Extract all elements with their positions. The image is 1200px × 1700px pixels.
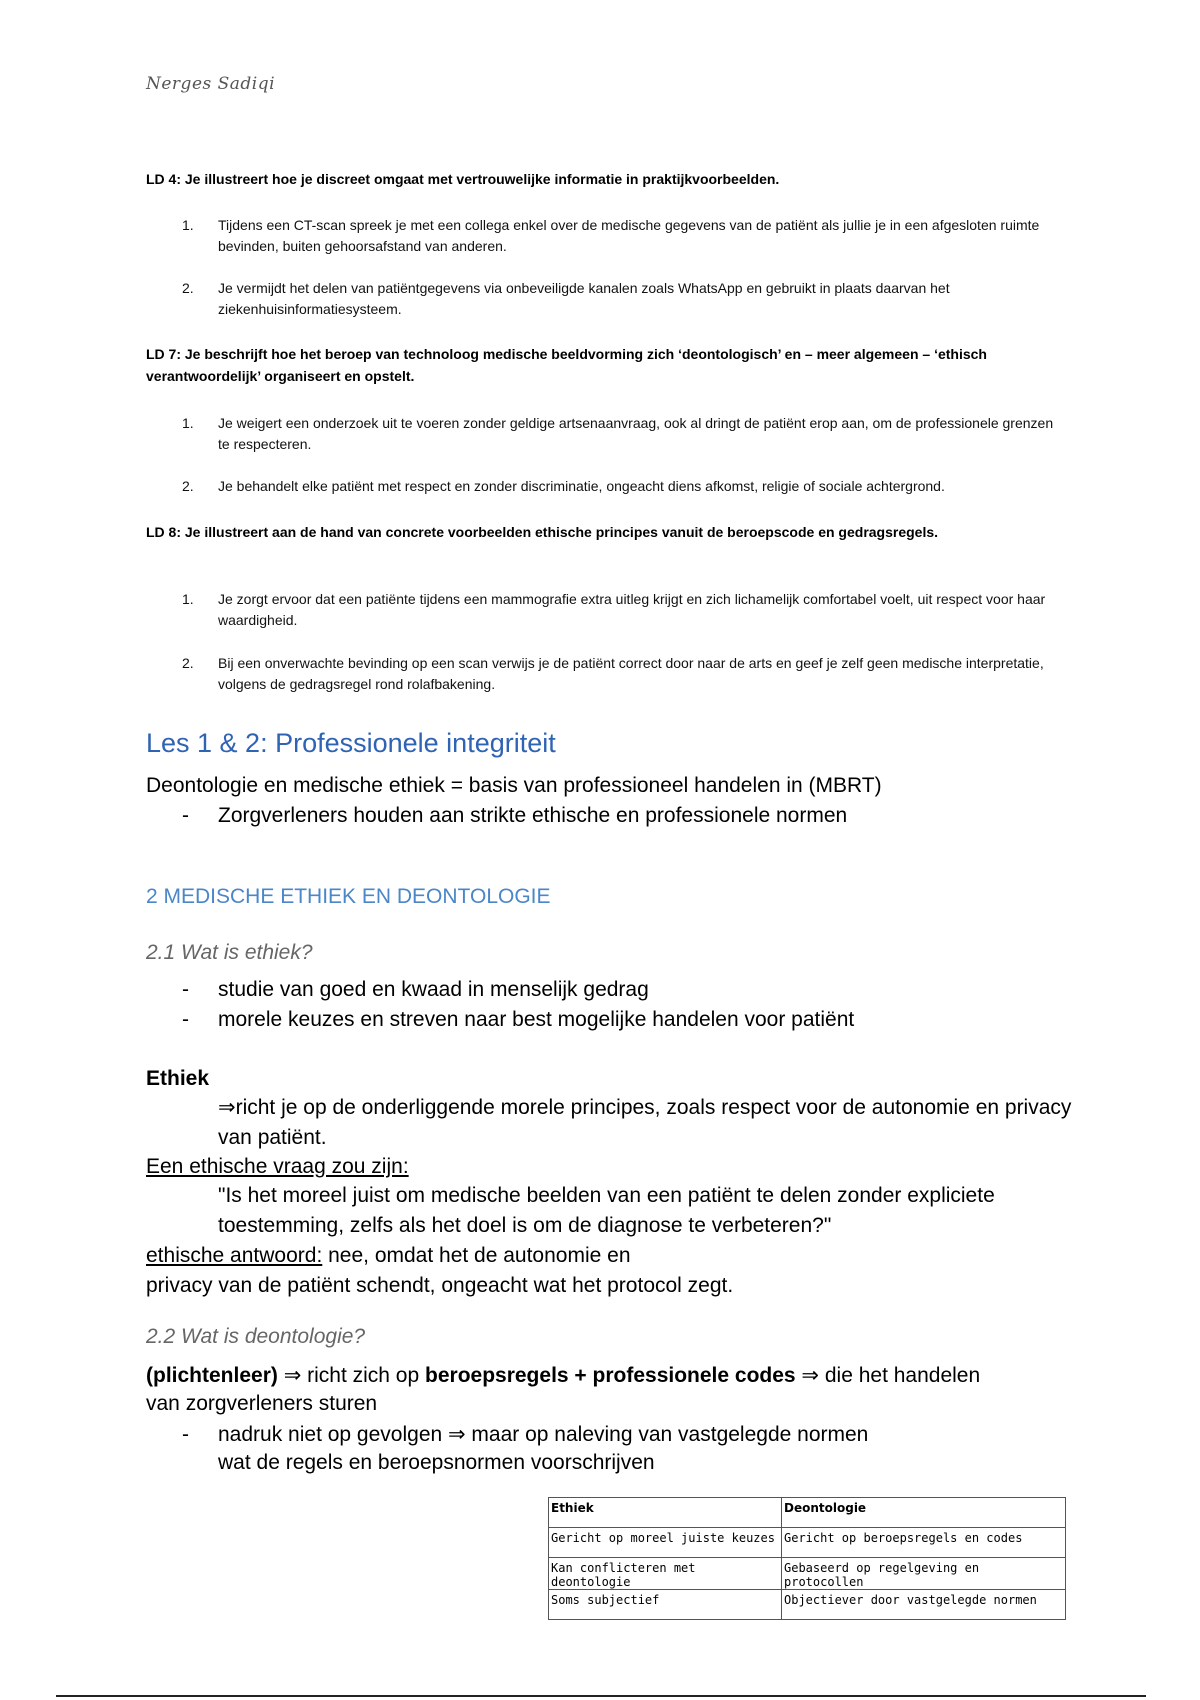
deontologie-bullet: [182, 1420, 1062, 1450]
lesson-bullet: [182, 801, 1062, 831]
section-title: 2 MEDISCHE ETHIEK EN DEONTOLOGIE: [146, 885, 551, 908]
list-number: 1.: [182, 591, 194, 607]
ethiek-bullet-2: [182, 1005, 1062, 1035]
lesson-title: Les 1 & 2: Professionele integriteit: [146, 728, 556, 758]
text-span: ⇒ die het handelen: [795, 1364, 981, 1387]
question-label: [146, 1152, 1066, 1182]
lesson-intro: Deontologie en medische ethiek = basis van professioneel handelen in (MBRT): [146, 774, 882, 797]
list-text: Je vermijdt het delen van patiëntgegevens via onbeveiligde kanalen zoals WhatsApp en gebruikt in plaats daarvan het ziekenhuisinformatiesysteem.: [218, 280, 950, 317]
answer-text: nee, omdat het de autonomie en: [322, 1244, 631, 1267]
table-cell: Kan conflicteren met deontologie: [549, 1558, 782, 1590]
ethical-question: "Is het moreel juist om medische beelden van een patiënt te delen zonder expliciete toestemming, zelfs als het doel is om de diagnose te verbeteren?": [218, 1184, 995, 1237]
table-header-row: [549, 1498, 1066, 1528]
ethiek-description: ⇒richt je op de onderliggende morele principes, zoals respect voor de autonomie en privacy van patiënt.: [218, 1096, 1072, 1149]
ld7-item-2: [182, 476, 1062, 497]
ethical-answer-line2: privacy van de patiënt schendt, ongeacht wat het protocol zegt.: [146, 1274, 734, 1297]
subsection-title-ethiek: 2.1 Wat is ethiek?: [146, 941, 313, 964]
footer-divider: [56, 1695, 1146, 1697]
answer-label: ethische antwoord:: [146, 1244, 323, 1267]
ld7-item-1: [182, 413, 1062, 455]
ld8-heading: LD 8: Je illustreert aan de hand van concrete voorbeelden ethische principes vanuit de beroepscode en gedragsregels.: [146, 524, 939, 540]
list-number: 1.: [182, 217, 194, 233]
dash-bullet: -: [182, 978, 189, 1001]
table-cell: Soms subjectief: [549, 1590, 782, 1620]
text-span: ⇒ richt zich op: [277, 1364, 426, 1387]
ethiek-bullet-1: [182, 975, 1062, 1005]
ld4-heading: LD 4: Je illustreert hoe je discreet omgaat met vertrouwelijke informatie in praktijkvoorbeelden.: [146, 171, 780, 187]
list-text: Tijdens een CT-scan spreek je met een collega enkel over de medische gegevens van de patiënt als jullie je in een afgesloten ruimte bevinden, buiten gehoorsafstand van anderen.: [218, 217, 1040, 254]
list-number: 2.: [182, 655, 194, 671]
list-text: Bij een onverwachte bevinding op een scan verwijs je de patiënt correct door naar de arts en geef je zelf geen medische interpretatie, volgens de gedragsregel rond rolafbakening.: [218, 655, 1044, 692]
bold-term: (plichtenleer): [146, 1364, 278, 1387]
list-number: 1.: [182, 415, 194, 431]
ld7-heading: LD 7: Je beschrijft hoe het beroep van technoloog medische beeldvorming zich ‘deontologisch’ en – meer algemeen – ‘ethisch verantwoordelijk’ organiseert en opstelt.: [146, 346, 987, 384]
table-header-cell: Deontologie: [782, 1498, 1066, 1528]
table-cell: Gebaseerd op regelgeving en protocollen: [782, 1558, 1066, 1590]
ld8-item-2: [182, 653, 1062, 695]
table-row: [549, 1528, 1066, 1558]
ld4-item-1: [182, 215, 1062, 257]
deontologie-paragraph: [146, 1361, 1066, 1391]
bullet-text: studie van goed en kwaad in menselijk gedrag: [218, 978, 649, 1001]
deontologie-paragraph-line2: van zorgverleners sturen: [146, 1392, 378, 1415]
list-text: Je zorgt ervoor dat een patiënte tijdens een mammografie extra uitleg krijgt en zich lichamelijk comfortabel voelt, uit respect voor haar waardigheid.: [218, 591, 1046, 628]
subsection-title-deontologie: 2.2 Wat is deontologie?: [146, 1325, 366, 1348]
bold-term: beroepsregels + professionele codes: [425, 1364, 796, 1387]
table-cell: Objectiever door vastgelegde normen: [782, 1590, 1066, 1620]
ld8-item-1: [182, 589, 1062, 631]
ethical-answer: [146, 1241, 1066, 1271]
bullet-text: nadruk niet op gevolgen ⇒ maar op naleving van vastgelegde normen: [218, 1423, 869, 1446]
table-cell: Gericht op moreel juiste keuzes: [549, 1528, 782, 1558]
table-cell: Gericht op beroepsregels en codes: [782, 1528, 1066, 1558]
table-row: [549, 1558, 1066, 1590]
ethiek-label: Ethiek: [146, 1067, 210, 1090]
author-signature: Nerges Sadiqi: [146, 74, 276, 94]
dash-bullet: -: [182, 804, 189, 827]
comparison-table: [548, 1497, 1066, 1620]
bullet-text: morele keuzes en streven naar best mogelijke handelen voor patiënt: [218, 1008, 855, 1031]
list-text: Je behandelt elke patiënt met respect en zonder discriminatie, ongeacht diens afkomst, religie of sociale achtergrond.: [218, 478, 945, 494]
bullet-text: Zorgverleners houden aan strikte ethische en professionele normen: [218, 804, 848, 827]
dash-bullet: -: [182, 1008, 189, 1031]
table-header-cell: Ethiek: [549, 1498, 782, 1528]
list-number: 2.: [182, 478, 194, 494]
deontologie-bullet-continuation: wat de regels en beroepsnormen voorschrijven: [218, 1451, 655, 1474]
question-label-text: Een ethische vraag zou zijn:: [146, 1155, 409, 1178]
list-text: Je weigert een onderzoek uit te voeren zonder geldige artsenaanvraag, ook al dringt de patiënt erop aan, om de professionele grenzen te respecteren.: [218, 415, 1054, 452]
dash-bullet: -: [182, 1423, 189, 1446]
table-row: [549, 1590, 1066, 1620]
list-number: 2.: [182, 280, 194, 296]
ld4-item-2: [182, 278, 1062, 320]
